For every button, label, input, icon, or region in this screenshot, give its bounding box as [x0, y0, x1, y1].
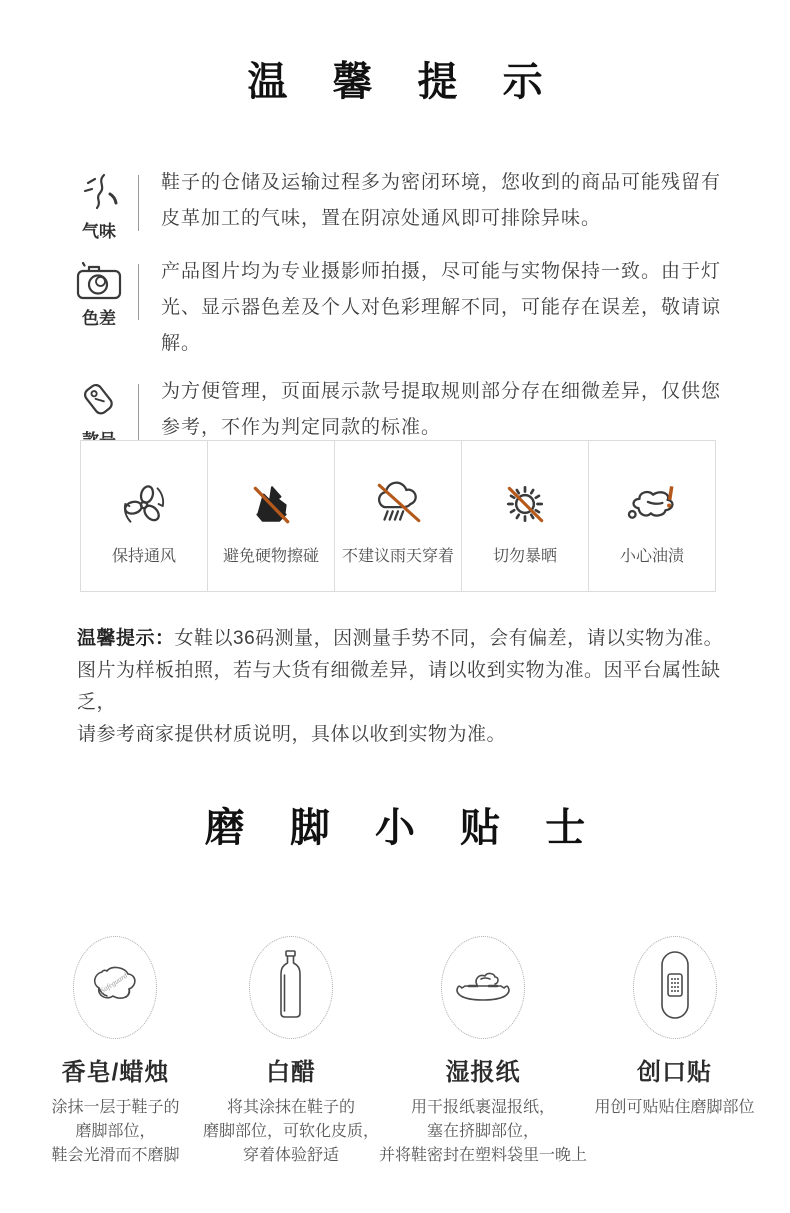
odor-icon: [77, 170, 121, 214]
care-box-ventilation: [80, 440, 208, 592]
care-label: 切勿暴晒: [492, 548, 557, 565]
tip-row-odor: [60, 170, 730, 242]
note-line-1: 温馨提示：女鞋以36码测量，因测量手势不同，会有偏差，请以实物为准。: [77, 628, 724, 649]
care-box-oil-stain: [588, 440, 716, 592]
remedy-col-vinegar: [203, 936, 379, 1168]
remedy-title: 白醋: [265, 1059, 316, 1086]
tip-label-color: 色差: [82, 309, 116, 328]
care-label: 保持通风: [111, 548, 176, 565]
remedy-col-wet-newspaper: [379, 936, 587, 1168]
remedy-circle: [441, 936, 525, 1039]
remedy-desc: 将其涂抹在鞋子的 磨脚部位，可软化皮质， 穿着体验舒适: [202, 1099, 379, 1164]
bandaid-icon: [656, 948, 694, 1027]
tip-row-color: [60, 259, 730, 362]
remedy-desc: 用创可贴贴住磨脚部位: [594, 1099, 755, 1116]
remedy-circle: [73, 936, 157, 1039]
rub-tips-title: 磨 脚 小 贴 士: [204, 806, 603, 850]
tip-text-odor: 鞋子的仓储及运输过程多为密闭环境，您收到的商品可能残留有皮革加工的气味，置在阴凉处通风即可排除异味。: [161, 172, 722, 229]
remedy-title: 创口贴: [637, 1059, 712, 1086]
no-hard-object-icon: [246, 473, 296, 535]
remedy-col-bandaid: [587, 936, 762, 1168]
no-rain-icon: [371, 473, 425, 535]
remedy-row: [28, 936, 762, 1168]
tip-text-color: 产品图片均为专业摄影师拍摄，尽可能与实物保持一致。由于灯光、显示器色差及个人对色彩理解不同，可能存在误差，敬请谅解。: [161, 261, 722, 354]
remedy-col-soap: [28, 936, 203, 1168]
vinegar-bottle-icon: [274, 948, 308, 1027]
tip-text-style-number: 为方便管理，页面展示款号提取规则部分存在细微差异，仅供您参考，不作为判定同款的标准。: [161, 381, 722, 438]
soap-brand-text: Safeguard: [98, 970, 130, 996]
warm-tips-note: [77, 623, 740, 751]
remedy-desc: 用干报纸裹湿报纸， 塞在挤脚部位， 并将鞋密封在塑料袋里一晚上: [379, 1099, 588, 1164]
no-sun-icon: [500, 473, 550, 535]
care-box-no-sun: [461, 440, 589, 592]
note-line-2: 图片为样板拍照，若与大货有细微差异，请以收到实物为准。因平台属性缺乏，: [77, 660, 721, 713]
remedy-circle: [633, 936, 717, 1039]
care-box-no-rain: [334, 440, 462, 592]
care-box-no-hard-objects: [207, 440, 335, 592]
soap-icon: [84, 958, 146, 1017]
warm-tips-title: 温 馨 提 示: [247, 60, 560, 104]
care-label: 不建议雨天穿着: [341, 548, 454, 565]
care-instructions-row: [80, 440, 716, 592]
remedy-circle: [249, 936, 333, 1039]
note-lead: 温馨提示：: [77, 628, 175, 649]
care-label: 小心油渍: [619, 548, 684, 565]
remedy-desc: 涂抹一层于鞋子的 磨脚部位， 鞋会光滑而不磨脚: [51, 1099, 180, 1164]
fan-icon: [119, 473, 169, 535]
remedy-title: 湿报纸: [445, 1059, 521, 1086]
remedy-title: 香皂/蜡烛: [61, 1059, 170, 1086]
camera-icon: [75, 259, 123, 301]
care-label: 避免硬物擦碰: [222, 548, 319, 565]
oil-stain-icon: [625, 473, 679, 535]
note-line-3: 请参考商家提供材质说明，具体以收到实物为准。: [77, 724, 507, 745]
wet-newspaper-icon: [452, 962, 514, 1013]
tag-icon: [77, 379, 121, 423]
warm-tips-list: [60, 170, 730, 468]
tip-label-odor: 气味: [82, 222, 116, 241]
